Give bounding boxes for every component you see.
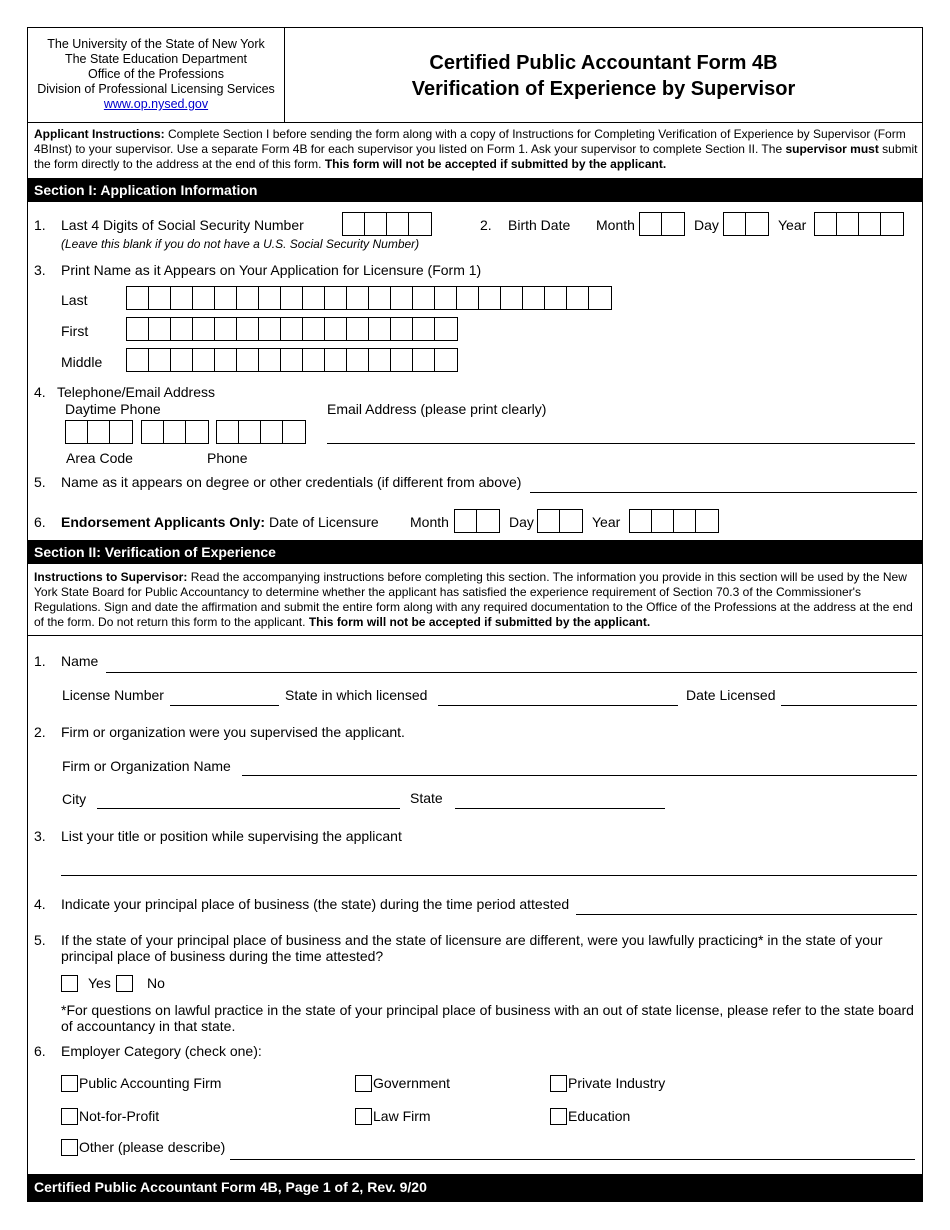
city-field[interactable] [97, 808, 400, 809]
firm-question-label: Firm or organization were you supervised the applicant. [61, 724, 405, 740]
licensure-month-label: Month [410, 514, 449, 530]
city-label: City [62, 791, 87, 807]
website-link[interactable]: www.op.nysed.gov [103, 97, 209, 111]
header-bottom-rule [28, 122, 922, 123]
q5-number: 5. [34, 474, 46, 490]
title-position-label: List your title or position while supervising the applicant [61, 828, 402, 844]
email-field[interactable] [327, 443, 915, 444]
instructions-bold: This form will not be accepted if submitted by the applicant. [324, 157, 667, 171]
instructions-text: Complete Section I before sending the form along with a copy of Instructions for Completing Verification of Experience by Supervisor (Form 4BInst) to your supervisor. Use a separate Form 4B for each supervisor you listed on Form 1. Ask your supervisor to complete Section II. The [34, 127, 906, 156]
license-number-field[interactable] [170, 705, 279, 706]
licensure-year-label: Year [592, 514, 621, 530]
agency-line: The University of the State of New York [47, 37, 265, 51]
other-checkbox[interactable] [61, 1139, 78, 1156]
birth-day-input[interactable] [723, 212, 769, 236]
telephone-email-label: Telephone/Email Address [57, 384, 215, 400]
title-line-2: Verification of Experience by Supervisor [411, 78, 796, 100]
birth-year-label: Year [778, 217, 807, 233]
first-name-label: First [61, 323, 89, 339]
yes-checkbox[interactable] [61, 975, 78, 992]
phone-prefix-input[interactable] [141, 420, 209, 444]
page-title [285, 50, 922, 102]
section-1-header: Section I: Application Information [28, 178, 922, 202]
license-number-label: License Number [62, 687, 164, 703]
s2-q6-number: 6. [34, 1043, 46, 1059]
daytime-phone-label: Daytime Phone [65, 401, 161, 417]
firm-name-label: Firm or Organization Name [62, 758, 231, 774]
ssn-input[interactable] [342, 212, 432, 236]
government-label: Government [373, 1075, 451, 1091]
date-licensed-label: Date Licensed [686, 687, 776, 703]
birth-month-input[interactable] [639, 212, 685, 236]
s2-q3-number: 3. [34, 828, 46, 844]
state-licensed-field[interactable] [438, 705, 678, 706]
private-industry-label: Private Industry [568, 1075, 666, 1091]
endorsement-label: Endorsement Applicants Only: [61, 514, 266, 530]
supervisor-name-label: Name [61, 653, 99, 669]
licensure-month-input[interactable] [454, 509, 500, 533]
agency-block [28, 37, 284, 112]
birth-day-label: Day [694, 217, 719, 233]
law-firm-label: Law Firm [373, 1108, 431, 1124]
date-licensed-field[interactable] [781, 705, 917, 706]
degree-name-field[interactable] [530, 492, 917, 493]
first-name-input[interactable] [126, 317, 458, 341]
last-name-label: Last [61, 292, 88, 308]
lawful-practice-question-line-2: principal place of business during the time attested? [61, 948, 384, 964]
supervisor-instructions-text: Read the accompanying instructions before completing this section. The information you provide in this section will be used by the New York State Board for Public Accountancy to determine whether the applicant has satisfied the experience requirement of Section 70.3 of the Commissioner's Regulations. Sign and date the affirmation and submit the entire form along with any required documentation to the Office of the Professions at the address at the end of the form. Do not return this form to the applicant. [34, 570, 913, 629]
state-licensed-label: State in which licensed [285, 687, 428, 703]
supervisor-name-field[interactable] [106, 672, 917, 673]
public-accounting-checkbox[interactable] [61, 1075, 78, 1092]
q3-number: 3. [34, 262, 46, 278]
licensure-date-text: Date of Licensure [265, 514, 379, 530]
section-2-header: Section II: Verification of Experience [28, 540, 922, 564]
no-checkbox[interactable] [116, 975, 133, 992]
instructions-bold: supervisor must [785, 142, 879, 156]
ssn-note: (Leave this blank if you do not have a U.S. Social Security Number) [61, 237, 420, 251]
firm-name-field[interactable] [242, 775, 917, 776]
yes-label: Yes [88, 975, 111, 991]
education-label: Education [568, 1108, 631, 1124]
area-code-input[interactable] [65, 420, 133, 444]
degree-name-label: Name as it appears on degree or other credentials (if different from above) [61, 474, 522, 490]
print-name-label: Print Name as it Appears on Your Application for Licensure (Form 1) [61, 262, 482, 278]
middle-name-label: Middle [61, 354, 103, 370]
middle-name-input[interactable] [126, 348, 458, 372]
instructions-text: submit the form directly to the address at the end of this form. [34, 142, 918, 171]
instructions-label: Applicant Instructions: [34, 127, 165, 141]
other-label: Other (please describe) [79, 1139, 226, 1155]
title-position-field[interactable] [61, 875, 917, 876]
private-industry-checkbox[interactable] [550, 1075, 567, 1092]
birth-year-input[interactable] [814, 212, 904, 236]
footnote-line-1: *For questions on lawful practice in the state of your principal place of business with an out of state license, please refer to the state board [61, 1002, 914, 1018]
principal-business-label: Indicate your principal place of business (the state) during the time period attested [61, 896, 570, 912]
state-field[interactable] [455, 808, 665, 809]
licensure-date-label [61, 514, 379, 530]
phone-line-input[interactable] [216, 420, 306, 444]
q1-number: 1. [34, 217, 46, 233]
instructions-rule [28, 635, 922, 636]
agency-line: The State Education Department [64, 52, 248, 66]
s2-q2-number: 2. [34, 724, 46, 740]
applicant-instructions [34, 127, 918, 172]
supervisor-instructions-label: Instructions to Supervisor: [34, 570, 188, 584]
agency-line: Office of the Professions [88, 67, 224, 81]
birth-date-label: Birth Date [508, 217, 571, 233]
footnote-line-2: of accountancy in that state. [61, 1018, 236, 1034]
ssn-label: Last 4 Digits of Social Security Number [61, 217, 304, 233]
last-name-input[interactable] [126, 286, 612, 310]
email-label: Email Address (please print clearly) [327, 401, 547, 417]
state-label: State [410, 790, 443, 806]
title-line-1: Certified Public Accountant Form 4B [429, 52, 778, 74]
agency-line: Division of Professional Licensing Services [37, 82, 275, 96]
employer-category-label: Employer Category (check one): [61, 1043, 262, 1059]
page-footer: Certified Public Accountant Form 4B, Page 1 of 2, Rev. 9/20 [28, 1174, 922, 1201]
other-describe-field[interactable] [230, 1159, 915, 1160]
s2-q4-number: 4. [34, 896, 46, 912]
lawful-practice-question-line-1: If the state of your principal place of business and the state of licensure are different, were you lawfully practicing* in the state of your [61, 932, 883, 948]
s2-q1-number: 1. [34, 653, 46, 669]
licensure-day-input[interactable] [537, 509, 583, 533]
area-code-caption: Area Code [66, 450, 133, 466]
s2-q5-number: 5. [34, 932, 46, 948]
licensure-day-label: Day [509, 514, 534, 530]
licensure-year-input[interactable] [629, 509, 719, 533]
public-accounting-label: Public Accounting Firm [79, 1075, 222, 1091]
principal-business-field[interactable] [576, 914, 917, 915]
phone-caption: Phone [207, 450, 248, 466]
not-for-profit-label: Not-for-Profit [79, 1108, 160, 1124]
no-label: No [147, 975, 165, 991]
not-for-profit-checkbox[interactable] [61, 1108, 78, 1125]
education-checkbox[interactable] [550, 1108, 567, 1125]
supervisor-instructions-bold: This form will not be accepted if submitted by the applicant. [308, 615, 651, 629]
government-checkbox[interactable] [355, 1075, 372, 1092]
birth-month-label: Month [596, 217, 635, 233]
q2-number: 2. [480, 217, 492, 233]
q6-number: 6. [34, 514, 46, 530]
q4-number: 4. [34, 384, 46, 400]
law-firm-checkbox[interactable] [355, 1108, 372, 1125]
supervisor-instructions [34, 570, 918, 630]
